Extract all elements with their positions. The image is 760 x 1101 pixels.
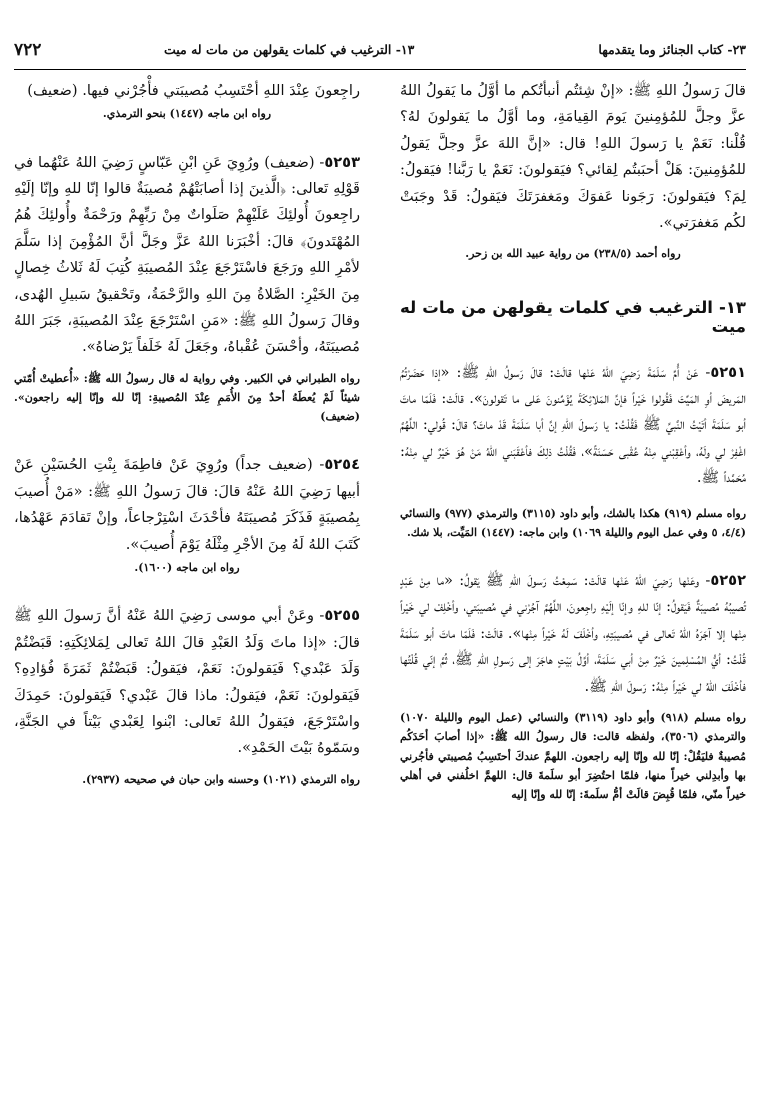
intro-hadith-source: رواه أحمد (٢٣٨/٥) من رواية عبيد الله بن زحر. — [465, 247, 681, 261]
hadith-number: ٥٢٥٢ — [710, 572, 746, 590]
hadith-5252-source: رواه مسلم (٩١٨) وأبو داود (٣١١٩) والنسائي (عمل اليوم والليلة ١٠٧٠) والترمذي (٣٥٠٦)، ولفظه قالت: قال رسولُ الله ﷺ: «إذا أصابَ أحَدَكُم مُصيبةٌ فليَقُلْ: إنّا لله وإنّا إليه راجعون. اللهمَّ عندكَ أحتَسِبُ مُصيبتي فأجُرني بها وأبدِلني خيراً منها، فلمّا احتُضِرَ أبو سلَمةَ قال: اللهمَّ اخلُفني في أهلي خيراً منّي، فلمّا قُبِضَ قالَتْ أمُّ سلَمةَ: إنّا لله وإنّا إليه — [400, 711, 746, 801]
running-header — [14, 40, 746, 68]
hadith-number: ٥٢٥٤ — [324, 456, 360, 474]
section-heading: ١٣- الترغيب في كلمات يقولهن من مات له ميت — [400, 297, 746, 336]
hadith-5255 — [14, 603, 360, 761]
hadith-text: - (ضعيف) ورُوِيَ عَنِ ابْنِ عَبّاسٍ رَضِيَ اللهُ عَنْهُما في قَوْلِهِ تَعالى: ﴿الَّذينَ إذا أصابَتْهُمْ مُصيبَةٌ قالوا إنّا للهِ وإنّا إلَيْهِ راجِعونَ أُولئِكَ عَلَيْهِمْ صَلَواتٌ مِنْ رَبِّهِمْ ورَحْمَةٌ وأُولئِكَ هُمُ المُهْتَدونَ﴾ قالَ: أخْبَرَنا اللهُ عَزَّ وجَلَّ أنَّ المُؤْمِنَ إذا سَلَّمَ لأمْرِ اللهِ ورَجَعَ فاسْتَرْجَعَ عِنْدَ المُصيبَةِ كُتِبَ لَهُ ثَلاثُ خِصالٍ مِنَ الخَيْرِ: الصَّلاةُ مِنَ اللهِ والرَّحْمَةُ، وتَحْقيقُ سَبيلِ الهُدى، وقالَ رَسولُ اللهِ ﷺ: «مَنِ اسْتَرْجَعَ عِنْدَ المُصيبَةِ، جَبَرَ اللهُ مُصيبَتَهُ، وأحْسَنَ عُقْباهُ، وجَعَلَ لَهُ خَلَفاً يَرْضاهُ». — [14, 153, 360, 356]
hadith-5255-source: رواه الترمذي (١٠٢١) وحسنه وابن حبان في صحيحه (٢٩٣٧). — [82, 772, 360, 786]
hadith-5251-source: رواه مسلم (٩١٩) هكذا بالشك، وأبو داود (٣١١٥) والترمذي (٩٧٧) والنسائي (٤/٤، ٥ وفي عمل اليوم والليلة ١٠٦٩) وابن ماجه: (١٤٤٧) المَيِّت، بلا شك. — [400, 506, 747, 539]
page-number: ٧٢٢ — [14, 40, 42, 60]
right-column — [400, 78, 746, 804]
hadith-5252 — [400, 568, 746, 700]
hadith-text: - (ضعيف جداً) ورُوِيَ عَنْ فاطِمَةَ بِنْتِ الحُسَيْنِ عَنْ أبيها رَضِيَ اللهُ عَنْهُ قالَ: قالَ رَسولُ اللهِ ﷺ: «مَنْ أُصيبَ بِمُصيبَةٍ فَذَكَرَ مُصيبَتَهُ فأحْدَثَ اسْتِرْجاعاً، وإنْ تَقادَمَ عَهْدُها، كَتَبَ اللهُ لَهُ مِنَ الأجْرِ مِثْلَهُ يَوْمَ أُصيبَ». — [14, 456, 360, 553]
hadith-5251 — [400, 360, 746, 492]
section-running-title: ١٣- الترغيب في كلمات يقولهن من مات له ميت — [164, 42, 415, 57]
chapter-title: ٢٣- كتاب الجنائز وما يتقدمها — [598, 42, 746, 57]
hadith-text: - وعَنْ أبي موسى رَضِيَ اللهُ عَنْهُ أنَّ رَسولَ اللهِ ﷺ قالَ: «إذا ماتَ وَلَدُ العَبْدِ قالَ اللهُ تَعالى لِمَلائِكَتِهِ: قَبَضْتُمْ وَلَدَ عَبْدي؟ فَيَقولونَ: نَعَمْ، فيَقولُ: قَبَضْتُمْ ثَمَرَةَ فُؤادِهِ؟ فَيَقولونَ: نَعَمْ، فيَقولُ: ماذا قالَ عَبْدي؟ فَيَقولونَ: حَمِدَكَ واسْتَرْجَعَ، فيَقولُ اللهُ تَعالى: ابْنوا لِعَبْدي بَيْتاً في الجَنَّةِ، وسَمّوهُ بَيْتَ الحَمْدِ». — [14, 607, 360, 757]
left-column — [14, 78, 360, 789]
header-rule — [14, 69, 746, 70]
hadith-text: - وعَنْها رَضِيَ اللهُ عَنْها قالَتْ: سَمِعْتُ رَسولَ اللهِ ﷺ يَقولُ: «ما مِنْ عَبْدٍ تُصيبُهُ مُصيبَةٌ فَيَقولُ: إنّا للهِ وإنّا إلَيْهِ راجِعونَ، اللَّهُمَّ آجُرْني في مُصيبَتي، وأخْلِفْ لي خَيْراً مِنْها إلا آجَرَهُ اللهُ تَعالى في مُصيبَتِهِ، وأخْلَفَ لَهُ خَيْراً مِنْها». قالَتْ: فَلَمّا ماتَ أبو سَلَمَةَ قُلْتُ: أيُّ المُسْلِمينَ خَيْرٌ مِنْ أبي سَلَمَةَ، أوَّلُ بَيْتٍ هاجَرَ إلى رَسولِ اللهِ ﷺ، ثُمَّ إنّي قُلْتُها فأخْلَفَ اللهُ لي خَيْراً مِنْهُ: رَسولَ اللهِ ﷺ. — [400, 572, 746, 695]
hadith-5253-source: رواه الطبراني في الكبير. وفي رواية له قال رسولُ الله ﷺ: «أُعطيتْ أُمّتي شيئاً لَمْ يُعطَهُ أحدٌ مِنَ الأُمَمِ عِنْدَ المُصيبةِ: إنّا لله وإنّا إليه راجعون». (ضعيف) — [14, 371, 360, 424]
hadith-number: ٥٢٥٣ — [324, 153, 360, 171]
hadith-5254 — [14, 452, 360, 558]
hadith-5254-source: رواه ابن ماجه (١٦٠٠). — [134, 561, 240, 575]
hadith-5253 — [14, 150, 360, 361]
intro-hadith-text: قالَ رَسولُ اللهِ ﷺ: «إنْ شِئتُم أنبأتُكم ما أوَّلُ ما يَقولُ اللهُ عزَّ وجلَّ للمُؤمِنينَ يَومَ القِيامَةِ، وما أوَّلُ ما يَقولونَ لهُ؟ قُلْنا: نَعَمْ يا رَسولَ اللهِ! قال: «إنَّ اللهَ عزَّ وجلَّ يَقولُ للمُؤمِنينَ: هَلْ أحبَبتُم لِقائي؟ فيَقولونَ: نَعَمْ يا رَبَّنا! فيَقولُ: لِمَ؟ فيَقولونَ: رَجَونا عَفوَكَ ومَغفرَتَكَ فيَقولُ: قَدْ وجَبَتْ لكُم مَغفرَتي». — [400, 82, 746, 232]
continued-text: راجِعونَ عِنْدَ اللهِ أحْتَسِبُ مُصيبَتي فأْجُرْني فيها. (ضعيف) — [27, 82, 360, 99]
hadith-text: - عَنْ أُمِّ سَلَمَةَ رَضِيَ اللهُ عَنْها قالَتْ: قالَ رَسولُ اللهِ ﷺ: «إذا حَضَرْتُمُ المَريضَ أوِ المَيِّتَ فَقُولوا خَيْراً فإنَّ المَلائِكَةَ يُؤَمِّنونَ عَلى ما تَقولونَ». قالَتْ: فَلَمّا ماتَ أبو سَلَمَةَ أتَيْتُ النَّبيَّ ﷺ فَقُلْتُ: يا رَسولَ اللهِ إنَّ أبا سَلَمَةَ قَدْ ماتَ؟ قالَ: قُولي: اللَّهُمَّ اغْفِرْ لي ولَهُ، وأعْقِبْني مِنْهُ عُقْبى حَسَنَةً»، فَقُلْتُ ذلِكَ فأعْقَبَني اللهُ مَنْ هُوَ خَيْرٌ لي مِنْهُ: مُحَمَّداً ﷺ. — [400, 363, 746, 487]
hadith-number: ٥٢٥٥ — [324, 607, 360, 625]
hadith-number: ٥٢٥١ — [710, 363, 746, 381]
continued-source: رواه ابن ماجه (١٤٤٧) بنحو الترمذي. — [102, 107, 272, 121]
